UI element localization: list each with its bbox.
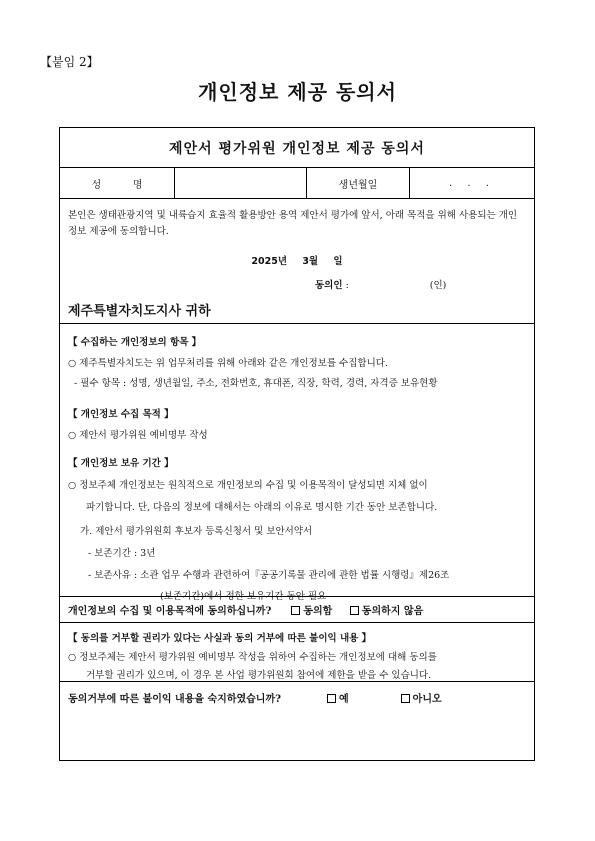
consent-intro: 본인은 생태관광지역 및 내륙습지 효율적 활용방안 용역 제안서 평가에 앞서, 아래 목적을 위해 사용되는 개인정보 제공에 동의합니다. <box>68 210 518 237</box>
page-title: 개인정보 제공 동의서 <box>198 80 397 104</box>
seal-mark: (인) <box>429 280 447 291</box>
consent-date <box>60 253 534 267</box>
consent-question: 개인정보의 수집 및 이용목적에 동의하십니까? <box>68 606 272 617</box>
period-line-4: - 보존기간 : 3년 <box>88 548 156 559</box>
acknowledge-question: 동의거부에 따른 불이익 내용을 숙지하였습니까? <box>68 693 281 705</box>
disagree-option[interactable] <box>350 606 423 617</box>
purpose-header: 【 개인정보 수집 목적 】 <box>68 409 174 420</box>
collect-line-2: - 필수 항목 : 성명, 생년월일, 주소, 전화번호, 휴대폰, 직장, 학력, 경력, 자격증 보유현황 <box>74 378 438 389</box>
purpose-line-1: ○ 제안서 평가위원 예비명부 작성 <box>68 430 208 441</box>
period-line-6: (보존기간)에서 정한 보유기간 동안 필요 <box>160 591 327 602</box>
signer-label: 동의인 <box>315 280 343 291</box>
signer-line <box>315 277 446 291</box>
yes-checkbox[interactable] <box>327 694 336 703</box>
consent-statement <box>60 199 534 324</box>
date-month: 3월 <box>302 256 319 267</box>
yes-option[interactable] <box>327 690 349 705</box>
disagree-label: 동의하지 않음 <box>361 606 424 617</box>
collect-header: 【 수집하는 개인정보의 항목 】 <box>68 337 202 348</box>
disagree-checkbox[interactable] <box>350 606 359 615</box>
birth-label: 생년월일 <box>307 168 410 198</box>
name-label: 성 명 <box>60 168 175 198</box>
no-checkbox[interactable] <box>401 694 410 703</box>
applicant-info-row <box>60 168 534 199</box>
birth-field[interactable]: . . . <box>449 177 495 189</box>
consent-form <box>59 127 535 761</box>
form-title: 제안서 평가위원 개인정보 제공 동의서 <box>60 128 534 168</box>
yes-label: 예 <box>339 693 349 705</box>
period-line-1: ○ 정보주체 개인정보는 원칙적으로 개인정보의 수집 및 이용목적이 달성되면 지체 없이 <box>68 480 428 491</box>
date-day: 일 <box>333 256 343 267</box>
acknowledge-question-row <box>60 682 534 712</box>
agree-label: 동의함 <box>303 606 333 617</box>
signer-colon: : <box>345 280 349 291</box>
attachment-label: 【붙임 2】 <box>40 55 99 69</box>
period-line-5: - 보존사유 : 소관 업무 수행과 관련하여『공공기록물 관리에 관한 법률 시행령』제26조 <box>88 570 450 581</box>
refusal-header: 【 동의를 거부할 권리가 있다는 사실과 동의 거부에 따른 불이익 내용 】 <box>68 633 372 644</box>
agree-option[interactable] <box>291 606 332 617</box>
agree-checkbox[interactable] <box>291 606 300 615</box>
refusal-section <box>60 623 534 682</box>
period-line-3: 가. 제안서 평가위원회 후보자 등록신청서 및 보안서약서 <box>80 526 313 537</box>
period-line-2: 파기합니다. 단, 다음의 정보에 대해서는 아래의 이유로 명시한 기간 동안 보존합니다. <box>86 502 438 513</box>
details-section <box>60 324 534 602</box>
recipient: 제주특별자치도지사 귀하 <box>68 304 211 319</box>
period-header: 【 개인정보 보유 기간 】 <box>68 458 174 469</box>
no-label: 아니오 <box>412 693 442 705</box>
refusal-line-2: 거부할 권리가 있으며, 이 경우 본 사업 평가위원회 참여에 제한을 받을 수 있습니다. <box>86 670 432 681</box>
name-field[interactable] <box>175 168 307 198</box>
refusal-line-1: ○ 정보주체는 제안서 평가위원 예비명부 작성을 위하여 수집하는 개인정보에 대해 동의를 <box>68 652 437 663</box>
date-year: 2025년 <box>251 256 287 267</box>
collect-line-1: ○ 제주특별자치도는 위 업무처리를 위해 아래와 같은 개인정보를 수집합니다. <box>68 358 388 369</box>
no-option[interactable] <box>401 690 442 705</box>
